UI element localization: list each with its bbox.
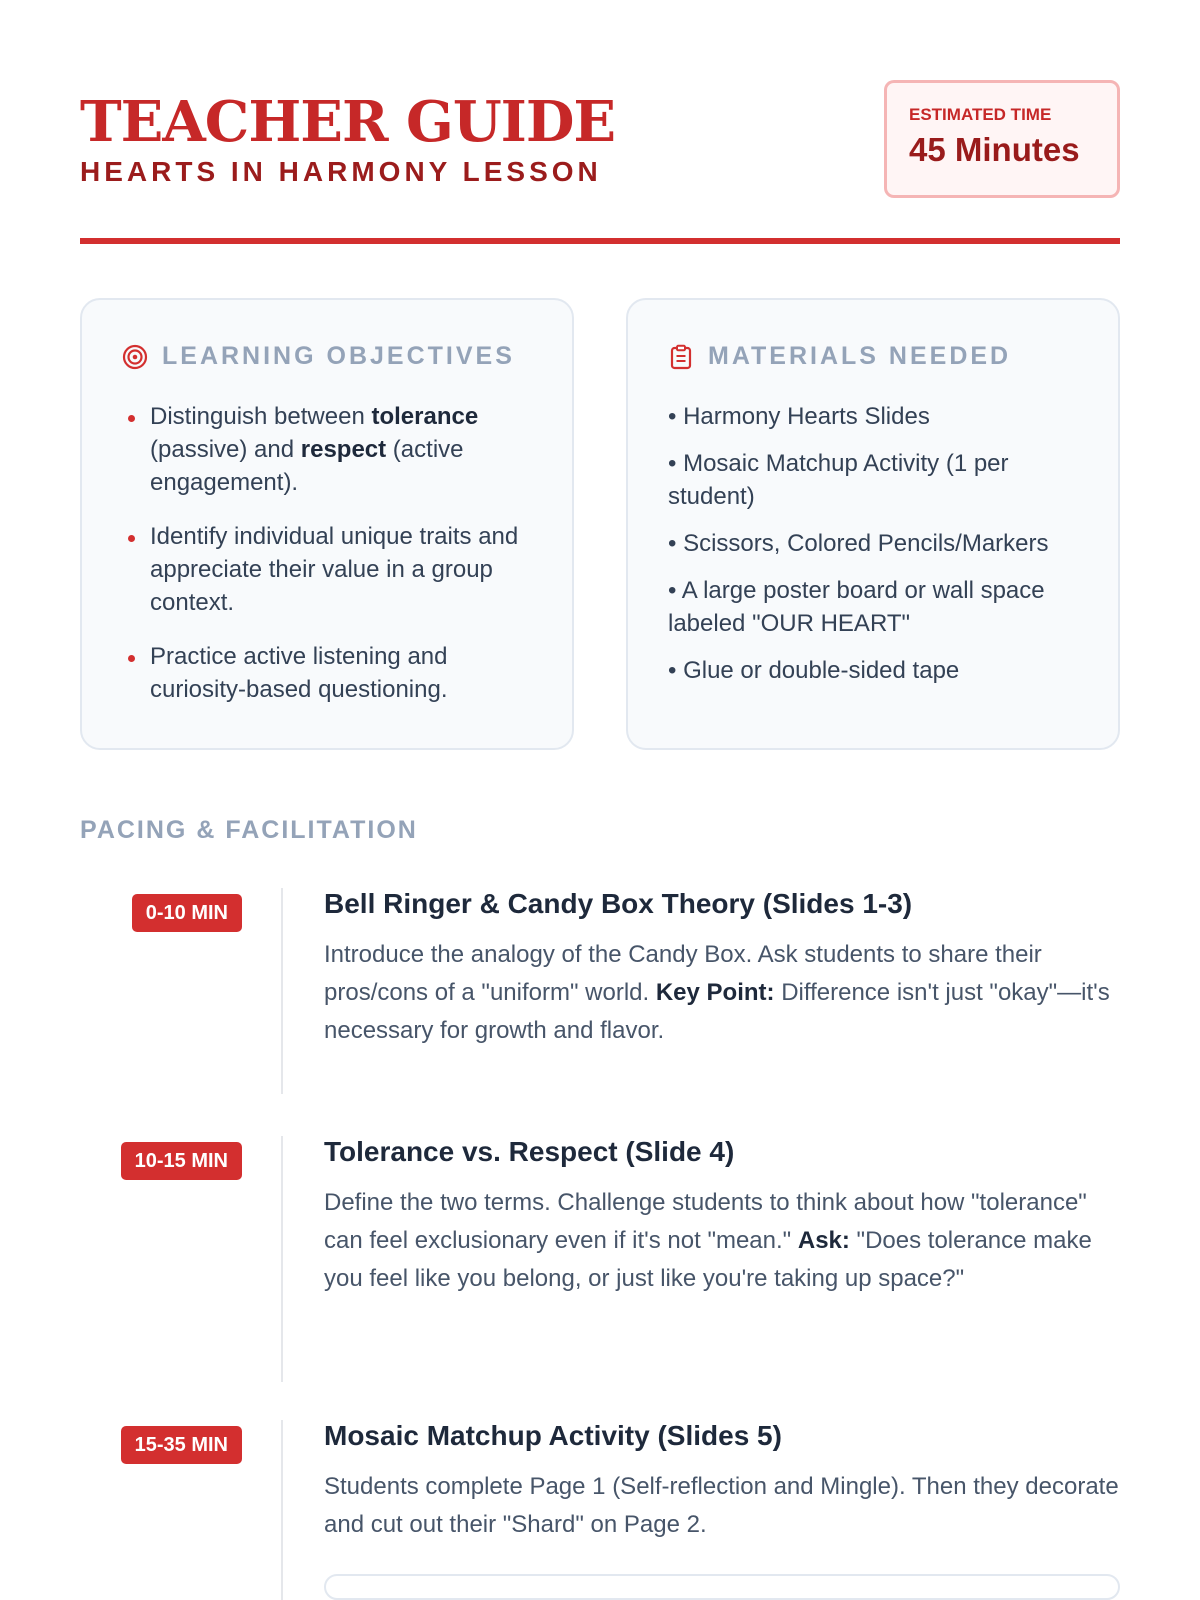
step-text: Difference isn't just "okay"—it's necessary for growth and flavor. — [324, 979, 1110, 1044]
step-description — [324, 1184, 1124, 1298]
objective-bold-respect: respect — [300, 436, 387, 463]
time-badge: 10-15 MIN — [121, 1142, 242, 1180]
step-description — [324, 936, 1124, 1050]
time-badge: 15-35 MIN — [121, 1426, 242, 1464]
list-item — [128, 520, 538, 619]
materials-list — [668, 400, 1088, 701]
objective-text: Practice active listening and curiosity-based questioning. — [150, 643, 448, 703]
header-divider — [80, 238, 1120, 244]
materials-needed-card — [626, 298, 1120, 750]
step-bold-text: Ask: — [797, 1227, 850, 1254]
estimated-time-value: 45 Minutes — [909, 131, 1080, 168]
header — [80, 80, 1120, 200]
learning-objectives-header — [122, 342, 515, 371]
estimated-time-box — [884, 80, 1120, 198]
teacher-guide-page — [80, 0, 1120, 1600]
list-item: • A large poster board or wall space labeled "OUR HEART" — [668, 577, 1045, 637]
list-item — [128, 640, 538, 706]
pacing-heading: PACING & FACILITATION — [80, 816, 418, 844]
target-icon — [122, 344, 148, 370]
objective-text: (active engagement). — [150, 436, 464, 496]
activity-detail-box — [324, 1574, 1120, 1600]
learning-objectives-card — [80, 298, 574, 750]
clipboard-icon — [668, 344, 694, 370]
list-item: • Mosaic Matchup Activity (1 per student) — [668, 450, 1009, 510]
list-item: • Glue or double-sided tape — [668, 657, 960, 684]
timeline-line — [281, 1136, 283, 1382]
step-text: Define the two terms. Challenge students to think about how "tolerance" can feel exclusionary even if it's not "mean." — [324, 1189, 1087, 1254]
step-text: Introduce the analogy of the Candy Box. Ask students to share their pros/cons of a "uniform" world. — [324, 941, 1042, 1006]
learning-objectives-heading: LEARNING OBJECTIVES — [162, 342, 515, 370]
page-title: TEACHER GUIDE — [80, 89, 616, 155]
objective-text: Distinguish between — [150, 403, 372, 430]
step-title: Tolerance vs. Respect (Slide 4) — [324, 1136, 735, 1167]
list-item: • Scissors, Colored Pencils/Markers — [668, 530, 1049, 557]
materials-needed-header — [668, 342, 1011, 371]
page-subtitle: HEARTS IN HARMONY LESSON — [80, 156, 602, 187]
timeline-line — [281, 1420, 283, 1600]
step-title: Bell Ringer & Candy Box Theory (Slides 1-3) — [324, 888, 913, 919]
objective-text: Identify individual unique traits and appreciate their value in a group context. — [150, 523, 519, 616]
step-title: Mosaic Matchup Activity (Slides 5) — [324, 1420, 782, 1451]
time-badge: 0-10 MIN — [132, 894, 242, 932]
objective-bold-tolerance: tolerance — [371, 403, 479, 430]
step-text: "Does tolerance make you feel like you belong, or just like you're taking up space?" — [324, 1227, 1092, 1292]
list-item: • Harmony Hearts Slides — [668, 403, 930, 430]
timeline-line — [281, 888, 283, 1094]
objectives-list — [128, 400, 538, 727]
step-text: Students complete Page 1 (Self-reflection and Mingle). Then they decorate and cut out their "Shard" on Page 2. — [324, 1473, 1119, 1538]
objective-text: (passive) and — [150, 436, 301, 463]
estimated-time-label: ESTIMATED TIME — [909, 105, 1052, 124]
step-bold-text: Key Point: — [655, 979, 775, 1006]
materials-needed-heading: MATERIALS NEEDED — [708, 342, 1012, 370]
step-description — [324, 1468, 1124, 1544]
list-item — [128, 400, 538, 499]
